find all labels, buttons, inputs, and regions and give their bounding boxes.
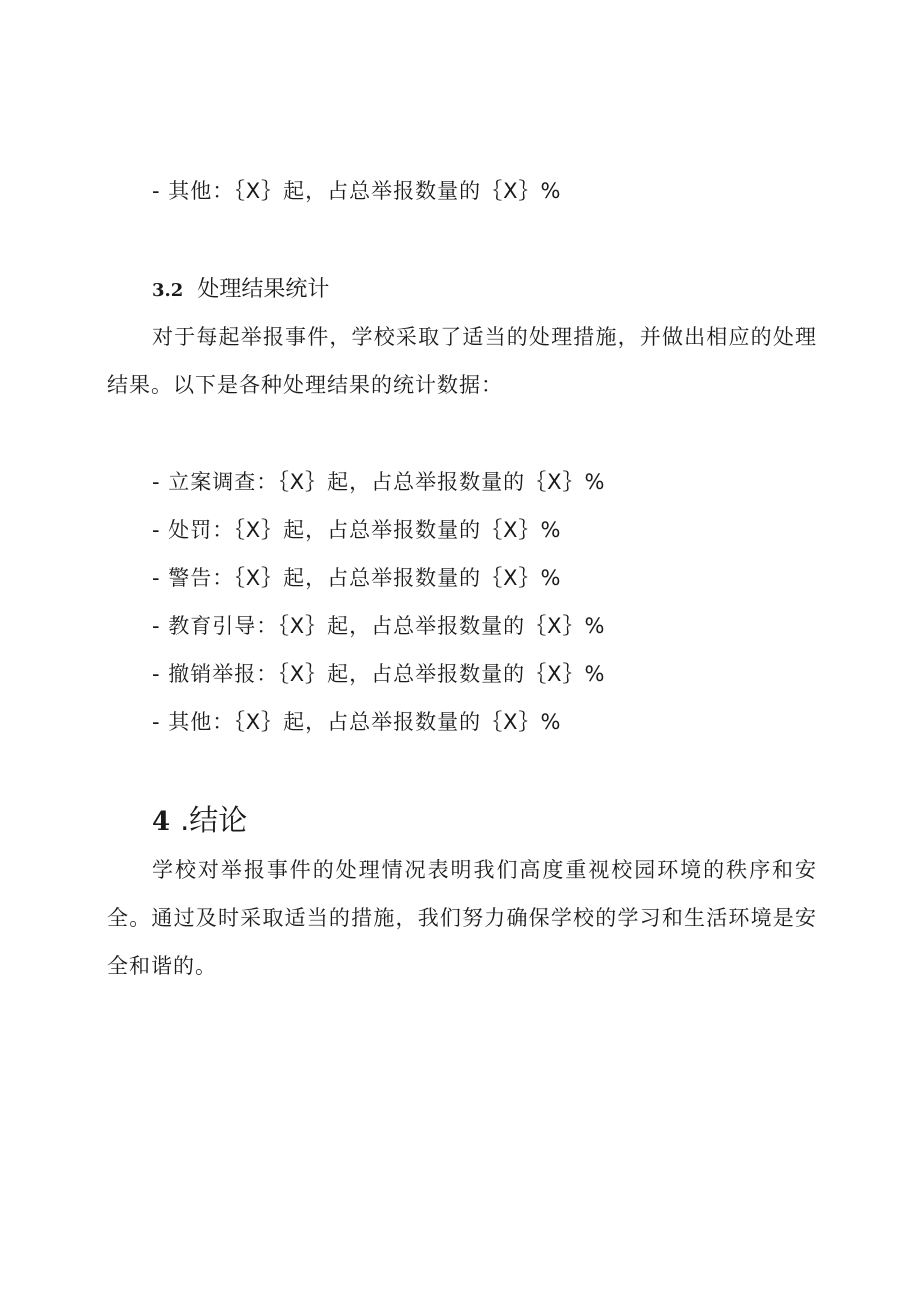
list-item-education: - 教育引导：｛X｝起，占总举报数量的｛X｝% <box>152 614 606 638</box>
list-item-other-top: - 其他：｛X｝起，占总举报数量的｛X｝% <box>152 179 562 203</box>
chapter-number: 4 <box>152 807 171 837</box>
chapter-title: .结论 <box>180 803 248 837</box>
chapter-heading-conclusion <box>152 800 247 842</box>
list-item-warning: - 警告：｛X｝起，占总举报数量的｛X｝% <box>152 566 562 590</box>
list-item-other: - 其他：｛X｝起，占总举报数量的｛X｝% <box>152 710 562 734</box>
section-number: 3.2 <box>152 280 184 301</box>
section-title: 处理结果统计 <box>197 277 330 302</box>
list-item-withdraw: - 撤销举报：｛X｝起，占总举报数量的｛X｝% <box>152 662 606 686</box>
section-intro-paragraph: 对于每起举报事件，学校采取了适当的处理措施，并做出相应的处理结果。以下是各种处理结果的统计数据： <box>107 325 817 397</box>
conclusion-paragraph: 学校对举报事件的处理情况表明我们高度重视校园环境的秩序和安全。通过及时采取适当的措施，我们努力确保学校的学习和生活环境是安全和谐的。 <box>107 858 817 978</box>
list-item-penalty: - 处罚：｛X｝起，占总举报数量的｛X｝% <box>152 518 562 542</box>
list-item-investigation: - 立案调查：｛X｝起，占总举报数量的｛X｝% <box>152 470 606 494</box>
section-heading-3-2 <box>152 275 329 306</box>
